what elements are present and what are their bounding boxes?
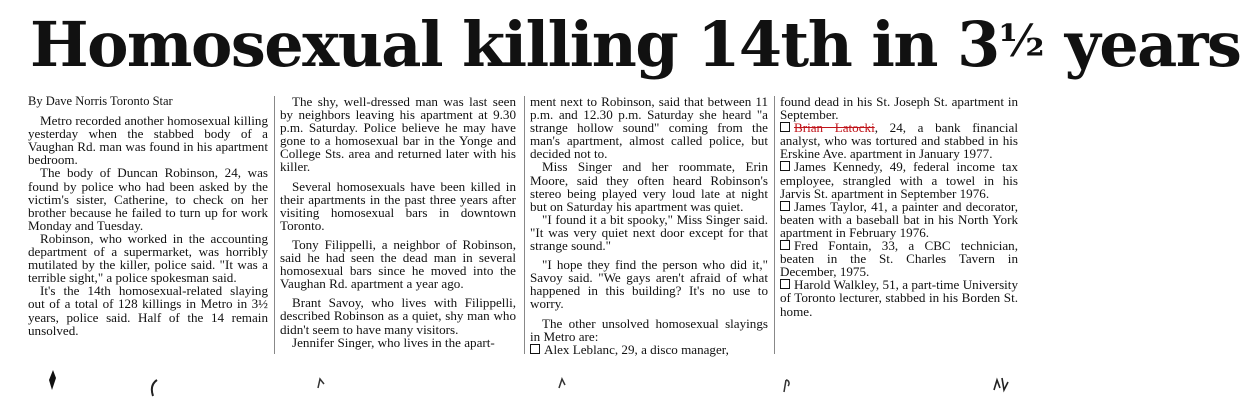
bullet-box-icon [780,240,790,250]
column-rule [524,96,525,354]
column-4 [780,95,1018,357]
col1-paragraph: It's the 14th homosexual-related slaying out of a total of 128 killings in Metro in 3½ years, police said. Half of the 14 remain unsolved. [28,283,268,338]
col4-list-item [780,239,1018,278]
column-2 [280,95,516,357]
col4-lead: found dead in his St. Joseph St. apartment in September. [780,94,1018,123]
col3-paragraph: ment next to Robinson, said that between 11 p.m. and 12.30 p.m. Saturday she heard "a strange hollow sound" coming from the man's apartment, almost called police, but decided not to. [530,94,768,162]
col4-list-item [780,278,1018,317]
col4-list-item [780,160,1018,199]
col3-item-text: Alex Leblanc, 29, a disco manager, [544,341,729,357]
col3-paragraph: The other unsolved homosexual slayings in Metro are: [530,315,768,344]
col1-paragraph: Metro recorded another homosexual killing yesterday when the stabbed body of a Vaughan Rd. man was found in his apartment bedroom. [28,113,268,168]
col2-paragraph: Several homosexuals have been killed in their apartments in the past three years after visiting homosexual bars in downtown Toronto. [280,178,516,233]
col3-paragraph: "I found it a bit spooky," Miss Singer said. "It was very quiet next door except for that strange sound." [530,211,768,254]
col1-paragraph: The body of Duncan Robinson, 24, was found by police who had been asked by the victim's sister, Catherine, to check on her brother because he failed to turn up for work Monday and Tuesday. [28,165,268,233]
scan-mark [315,376,327,390]
headline-main: Homosexual killing 14th in 3 [30,8,999,81]
column-1 [28,95,268,357]
col3-paragraph: "I hope they find the person who did it," Savoy said. "We gays aren't afraid of what happened in this building? It's no use to worry. [530,257,768,312]
headline-fraction: ½ [998,16,1045,67]
col2-paragraph: Brant Savoy, who lives with Filippelli, described Robinson as a quiet, shy man who didn't seem to have many visitors. [280,295,516,337]
column-3 [530,95,768,357]
byline: By Dave Norris Toronto Star [28,94,173,108]
scan-mark [990,372,1014,394]
scan-mark [780,376,794,394]
col4-item-text: Harold Walkley, 51, a part-time University of Toronto lecturer, stabbed in his Borden St. home. [780,277,1018,319]
col4-item-text: James Taylor, 41, a painter and decorator, beaten with a baseball bat in his North York apartment in February 1976. [780,198,1018,240]
bullet-box-icon [780,161,790,171]
bullet-box-icon [780,122,790,132]
col2-paragraph: The shy, well-dressed man was last seen by neighbors leaving his apartment at 9.30 p.m. Saturday. Police believe he may have gone to a homosexual bar in the Yonge and College Sts. area and returned later with his killer. [280,94,516,175]
col4-item-text: Fred Fontain, 33, a CBC technician, beaten in the St. Charles Tavern in December, 1975. [780,238,1018,280]
bullet-box-icon [530,344,540,354]
col3-list-item [530,343,768,356]
bullet-box-icon [780,201,790,211]
col2-paragraph: Jennifer Singer, who lives in the apart- [292,334,495,350]
headline-tail: years [1044,8,1240,81]
scan-mark [44,368,62,394]
col1-paragraph: Robinson, who worked in the accounting department of a supermarket, was horribly mutilated by the killer, police said. "It was a terrible sight," a police spokesman said. [28,230,268,286]
col4-list-item [780,200,1018,239]
column-rule [274,96,275,354]
column-rule [774,96,775,354]
col4-list-item [780,121,1018,160]
col3-paragraph: Miss Singer and her roommate, Erin Moore, said they often heard Robinson's stereo being played very loud late at night but on Saturday his apartment was quiet. [530,159,768,214]
bullet-box-icon [780,279,790,289]
headline [30,6,1240,81]
scan-mark [148,378,162,398]
scan-mark [556,376,568,390]
struck-name: Brian Latocki [794,120,875,136]
col4-item-text: , 24, a bank financial analyst, who was tortured and stabbed in his Erskine Ave. apartment in January 1977. [780,120,1018,162]
col2-paragraph: Tony Filippelli, a neighbor of Robinson, said he had seen the dead man in several homosexual bars since he moved into the Vaughan Rd. apartment a year ago. [280,236,516,292]
col4-item-text: James Kennedy, 49, federal income tax employee, strangled with a towel in his Jarvis St. apartment in September 1976. [780,159,1018,201]
